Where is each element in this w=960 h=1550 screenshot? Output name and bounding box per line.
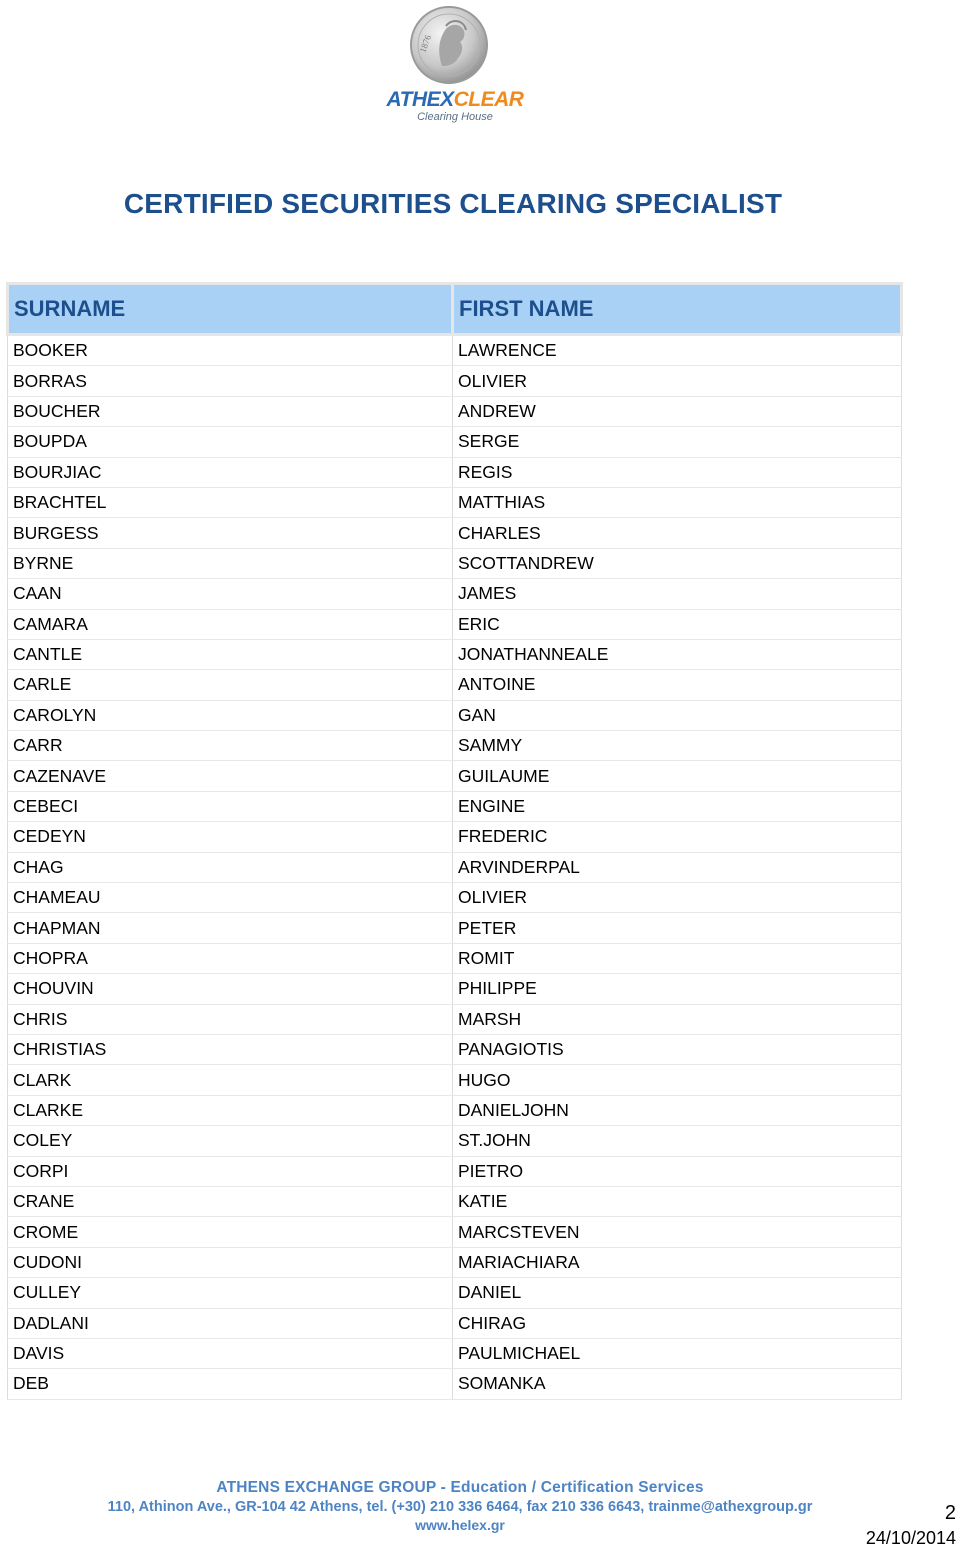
table-row (8, 1095, 902, 1125)
surname-cell: CLARKE (8, 1095, 453, 1125)
table-row (8, 639, 902, 669)
first-name-cell: MATTHIAS (453, 487, 902, 517)
surname-cell: BORRAS (8, 366, 453, 396)
table-row (8, 427, 902, 457)
first-name-cell: REGIS (453, 457, 902, 487)
first-name-cell: PANAGIOTIS (453, 1034, 902, 1064)
header-surname: SURNAME (8, 284, 453, 335)
table-row (8, 1004, 902, 1034)
table-row (8, 1247, 902, 1277)
table-row (8, 366, 902, 396)
table-row (8, 487, 902, 517)
table-header-row (8, 284, 902, 335)
first-name-cell: FREDERIC (453, 822, 902, 852)
table-row (8, 335, 902, 366)
first-name-cell: SAMMY (453, 731, 902, 761)
coin-emblem-icon (408, 4, 490, 86)
table-row (8, 791, 902, 821)
table-row (8, 1308, 902, 1338)
surname-cell: DAVIS (8, 1338, 453, 1368)
surname-cell: CAROLYN (8, 700, 453, 730)
logo-brand-clear: CLEAR (453, 88, 524, 111)
table-row (8, 1369, 902, 1399)
table-row (8, 1034, 902, 1064)
table-row (8, 731, 902, 761)
first-name-cell: ENGINE (453, 791, 902, 821)
first-name-cell: JONATHANNEALE (453, 639, 902, 669)
surname-cell: BRACHTEL (8, 487, 453, 517)
surname-cell: CHAPMAN (8, 913, 453, 943)
document-title: CERTIFIED SECURITIES CLEARING SPECIALIST (123, 188, 783, 219)
surname-cell: BOOKER (8, 335, 453, 366)
surname-cell: COLEY (8, 1126, 453, 1156)
first-name-cell: SOMANKA (453, 1369, 902, 1399)
surname-cell: CHAG (8, 852, 453, 882)
table-row (8, 1217, 902, 1247)
first-name-cell: DANIEL (453, 1278, 902, 1308)
table-row (8, 1278, 902, 1308)
first-name-cell: ROMIT (453, 943, 902, 973)
first-name-cell: GUILAUME (453, 761, 902, 791)
table-row (8, 457, 902, 487)
first-name-cell: PIETRO (453, 1156, 902, 1186)
table-row (8, 396, 902, 426)
table-row (8, 913, 902, 943)
first-name-cell: HUGO (453, 1065, 902, 1095)
surname-cell: BOURJIAC (8, 457, 453, 487)
footer-address: 110, Athinon Ave., GR-104 42 Athens, tel. (+30) 210 336 6464, fax 210 336 6643, trainme@athexgroup.gr (107, 1499, 813, 1515)
logo-brand (380, 88, 530, 112)
surname-cell: CUDONI (8, 1247, 453, 1277)
athexclear-logo (380, 4, 530, 124)
surname-cell: CULLEY (8, 1278, 453, 1308)
surname-cell: CROME (8, 1217, 453, 1247)
table-row (8, 852, 902, 882)
first-name-cell: ST.JOHN (453, 1126, 902, 1156)
first-name-cell: ANTOINE (453, 670, 902, 700)
first-name-cell: LAWRENCE (453, 335, 902, 366)
surname-cell: CHAMEAU (8, 883, 453, 913)
footer (60, 1479, 860, 1533)
logo-brand-athex: ATHEX (386, 88, 454, 111)
table-row (8, 1156, 902, 1186)
coin-year: 1876 (417, 33, 434, 54)
page-number: 2 (944, 1502, 956, 1524)
first-name-cell: PETER (453, 913, 902, 943)
table-row (8, 1186, 902, 1216)
surname-cell: CHRISTIAS (8, 1034, 453, 1064)
table-row (8, 1065, 902, 1095)
surname-cell: CAAN (8, 579, 453, 609)
surname-cell: CHOUVIN (8, 974, 453, 1004)
first-name-cell: OLIVIER (453, 366, 902, 396)
surname-cell: CAZENAVE (8, 761, 453, 791)
specialist-table (6, 282, 903, 1400)
table-row (8, 943, 902, 973)
first-name-cell: KATIE (453, 1186, 902, 1216)
surname-cell: CLARK (8, 1065, 453, 1095)
footer-website: www.helex.gr (415, 1517, 505, 1533)
surname-cell: DADLANI (8, 1308, 453, 1338)
table-row (8, 609, 902, 639)
surname-cell: CARR (8, 731, 453, 761)
surname-cell: CARLE (8, 670, 453, 700)
surname-cell: CORPI (8, 1156, 453, 1186)
surname-cell: BURGESS (8, 518, 453, 548)
first-name-cell: ANDREW (453, 396, 902, 426)
table-row (8, 579, 902, 609)
table-row (8, 822, 902, 852)
table-row (8, 670, 902, 700)
table-row (8, 974, 902, 1004)
table-row (8, 883, 902, 913)
surname-cell: BOUPDA (8, 427, 453, 457)
first-name-cell: JAMES (453, 579, 902, 609)
first-name-cell: MARCSTEVEN (453, 1217, 902, 1247)
surname-cell: CEDEYN (8, 822, 453, 852)
first-name-cell: ARVINDERPAL (453, 852, 902, 882)
surname-cell: DEB (8, 1369, 453, 1399)
surname-cell: CRANE (8, 1186, 453, 1216)
header-first-name: FIRST NAME (453, 284, 902, 335)
logo-subtitle: Clearing House (417, 111, 493, 123)
table-row (8, 548, 902, 578)
first-name-cell: MARIACHIARA (453, 1247, 902, 1277)
first-name-cell: SERGE (453, 427, 902, 457)
surname-cell: CHRIS (8, 1004, 453, 1034)
table-row (8, 1126, 902, 1156)
first-name-cell: MARSH (453, 1004, 902, 1034)
first-name-cell: CHIRAG (453, 1308, 902, 1338)
surname-cell: BOUCHER (8, 396, 453, 426)
first-name-cell: GAN (453, 700, 902, 730)
table-row (8, 1338, 902, 1368)
surname-cell: CEBECI (8, 791, 453, 821)
first-name-cell: ERIC (453, 609, 902, 639)
footer-organization: ATHENS EXCHANGE GROUP - Education / Certification Services (216, 1479, 704, 1496)
table-row (8, 700, 902, 730)
table-body (8, 335, 902, 1400)
first-name-cell: OLIVIER (453, 883, 902, 913)
surname-cell: BYRNE (8, 548, 453, 578)
surname-cell: CAMARA (8, 609, 453, 639)
surname-cell: CHOPRA (8, 943, 453, 973)
table-row (8, 518, 902, 548)
first-name-cell: CHARLES (453, 518, 902, 548)
first-name-cell: PHILIPPE (453, 974, 902, 1004)
first-name-cell: DANIELJOHN (453, 1095, 902, 1125)
document-date: 24/10/2014 (865, 1528, 956, 1548)
table-row (8, 761, 902, 791)
first-name-cell: SCOTTANDREW (453, 548, 902, 578)
surname-cell: CANTLE (8, 639, 453, 669)
first-name-cell: PAULMICHAEL (453, 1338, 902, 1368)
